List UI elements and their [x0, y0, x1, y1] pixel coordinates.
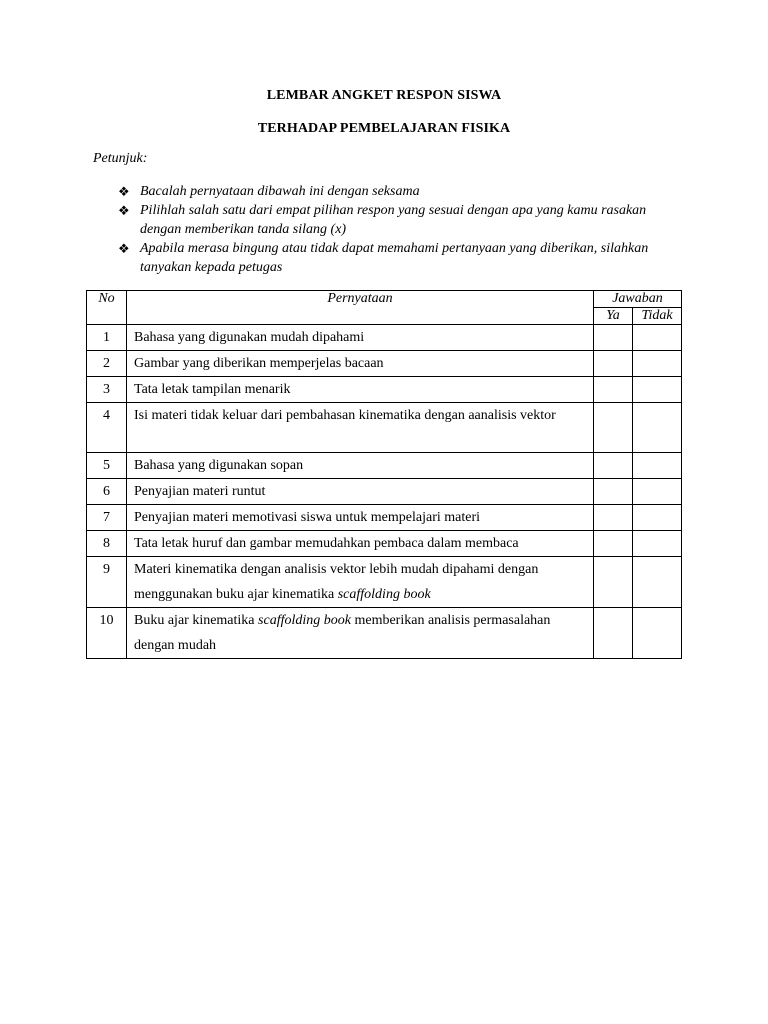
table-row [87, 557, 682, 608]
questionnaire-table [86, 290, 682, 659]
statement-text: Tata letak tampilan menarik [134, 382, 291, 397]
row-number: 7 [87, 505, 127, 531]
statement-cell [127, 557, 594, 608]
statement-cell [127, 453, 594, 479]
table-row [87, 608, 682, 659]
diamond-bullet-icon: ❖ [118, 184, 130, 199]
table-row [87, 377, 682, 403]
instruction-item [118, 239, 658, 277]
header-no-answer: Tidak [633, 308, 682, 325]
answer-no-cell[interactable] [633, 505, 682, 531]
answer-no-cell[interactable] [633, 557, 682, 608]
table-row [87, 351, 682, 377]
document-title: LEMBAR ANGKET RESPON SISWA [266, 88, 502, 103]
table-row [87, 453, 682, 479]
statement-cell [127, 351, 594, 377]
answer-yes-cell[interactable] [594, 505, 633, 531]
header-yes: Ya [594, 308, 633, 325]
instruction-item [118, 182, 658, 201]
statement-text: Gambar yang diberikan memperjelas bacaan [134, 356, 384, 371]
diamond-bullet-icon: ❖ [118, 241, 130, 256]
statement-text: Buku ajar kinematika [134, 613, 259, 628]
instruction-text: Bacalah pernyataan dibawah ini dengan seksama [140, 184, 420, 199]
statement-cell [127, 325, 594, 351]
statement-italic-text: scaffolding book [337, 587, 431, 602]
statement-cell [127, 377, 594, 403]
answer-yes-cell[interactable] [594, 403, 633, 453]
table-row [87, 505, 682, 531]
answer-no-cell[interactable] [633, 325, 682, 351]
table-row [87, 531, 682, 557]
statement-text: Tata letak huruf dan gambar memudahkan pembaca dalam membaca [134, 536, 519, 551]
statement-cell [127, 403, 594, 453]
statement-cell [127, 479, 594, 505]
answer-no-cell[interactable] [633, 531, 682, 557]
header-statement: Pernyataan [127, 291, 594, 325]
statement-text: Materi kinematika dengan analisis vektor lebih mudah dipahami dengan menggunakan buku ajar kinematika [134, 562, 539, 602]
instruction-text: Apabila merasa bingung atau tidak dapat memahami pertanyaan yang diberikan, silahkan tanyakan kepada petugas [140, 241, 649, 275]
answer-no-cell[interactable] [633, 479, 682, 505]
statement-cell [127, 505, 594, 531]
answer-yes-cell[interactable] [594, 351, 633, 377]
header-no: No [87, 291, 127, 325]
instructions-list [118, 182, 658, 277]
answer-no-cell[interactable] [633, 351, 682, 377]
instruction-text: Pilihlah salah satu dari empat pilihan respon yang sesuai dengan apa yang kamu rasakan dengan memberikan tanda silang (x) [140, 203, 647, 237]
answer-yes-cell[interactable] [594, 608, 633, 659]
instruction-item [118, 201, 658, 239]
table-row [87, 479, 682, 505]
statement-text: memberikan analisis permasalahan dengan mudah [134, 613, 551, 653]
statement-italic-text: scaffolding book [258, 613, 351, 628]
answer-yes-cell[interactable] [594, 479, 633, 505]
statement-text: Isi materi tidak keluar dari pembahasan kinematika dengan aanalisis vektor [134, 408, 556, 423]
statement-cell [127, 608, 594, 659]
answer-yes-cell[interactable] [594, 557, 633, 608]
table-row [87, 403, 682, 453]
answer-no-cell[interactable] [633, 608, 682, 659]
statement-text: Penyajian materi runtut [134, 484, 266, 499]
answer-no-cell[interactable] [633, 403, 682, 453]
diamond-bullet-icon: ❖ [118, 203, 130, 218]
statement-text: Bahasa yang digunakan mudah dipahami [134, 330, 365, 345]
instructions-heading: Petunjuk: [93, 151, 148, 166]
document-subtitle: TERHADAP PEMBELAJARAN FISIKA [257, 121, 511, 136]
answer-no-cell[interactable] [633, 377, 682, 403]
answer-no-cell[interactable] [633, 453, 682, 479]
answer-yes-cell[interactable] [594, 453, 633, 479]
answer-yes-cell[interactable] [594, 377, 633, 403]
row-number: 10 [87, 608, 127, 659]
row-number: 2 [87, 351, 127, 377]
answer-yes-cell[interactable] [594, 325, 633, 351]
row-number: 1 [87, 325, 127, 351]
header-answer: Jawaban [594, 291, 682, 308]
answer-yes-cell[interactable] [594, 531, 633, 557]
row-number: 3 [87, 377, 127, 403]
row-number: 5 [87, 453, 127, 479]
table-row [87, 325, 682, 351]
row-number: 4 [87, 403, 127, 453]
statement-cell [127, 531, 594, 557]
statement-text: Penyajian materi memotivasi siswa untuk mempelajari materi [134, 510, 481, 525]
row-number: 8 [87, 531, 127, 557]
row-number: 9 [87, 557, 127, 608]
statement-text: Bahasa yang digunakan sopan [134, 458, 304, 473]
row-number: 6 [87, 479, 127, 505]
